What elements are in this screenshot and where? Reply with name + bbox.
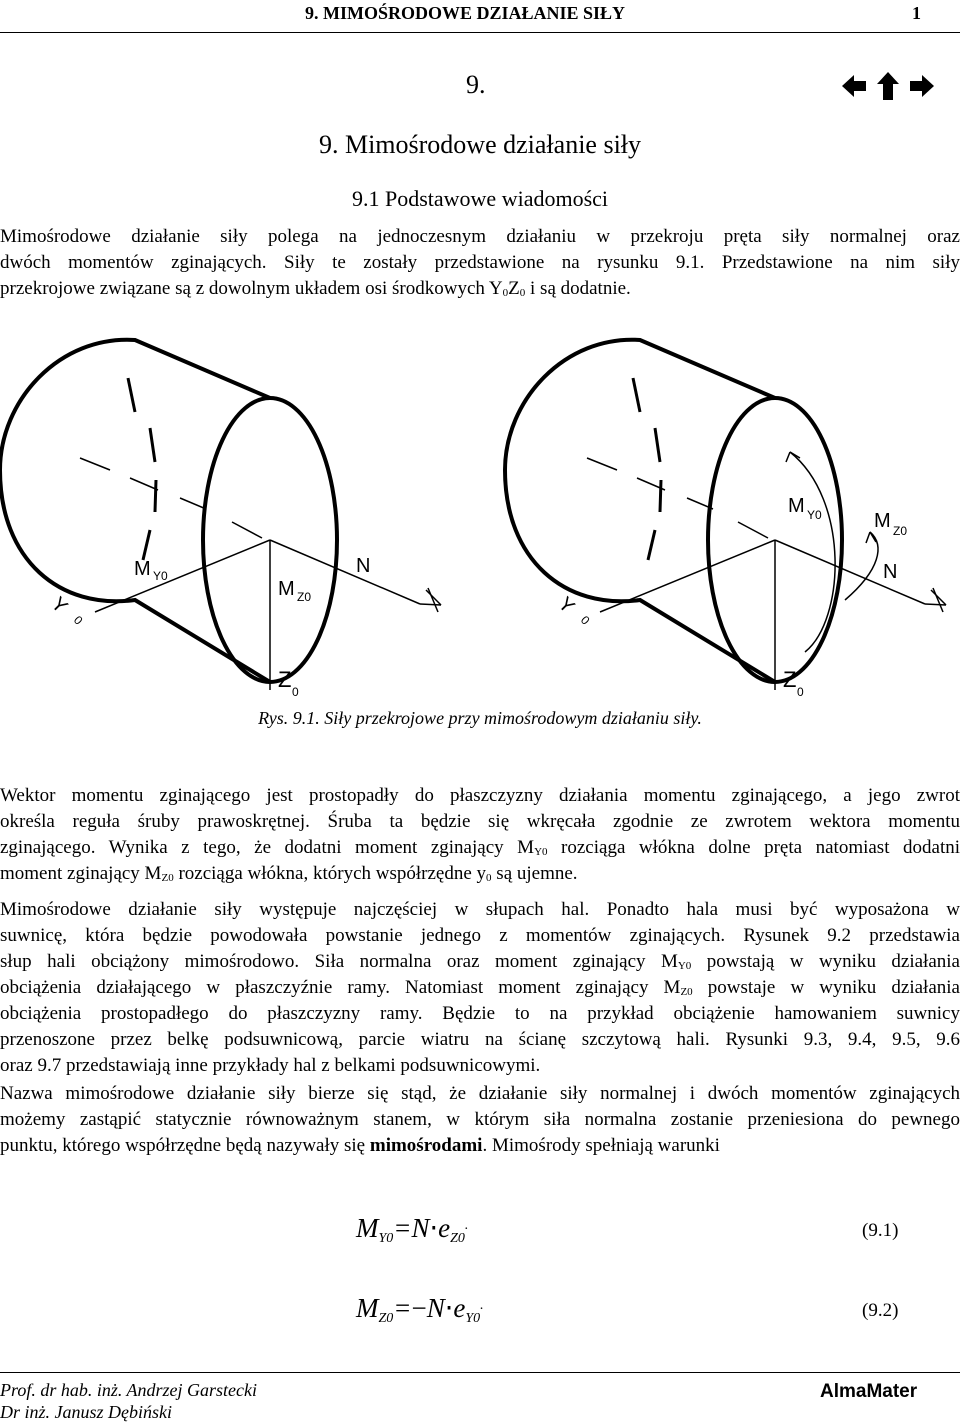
left-cylinder-silhouette [0, 340, 270, 682]
footer-brand: AlmaMater [820, 1381, 918, 1402]
text-line: dwóch momentów zginających. Siły te zostały przedstawione na rysunku 9.1. Przedstawione na nim siły [0, 252, 960, 273]
right-label-y-sub: 0 [577, 612, 593, 628]
figure-labels [47, 495, 908, 699]
left-label-mz-sub: Z0 [297, 590, 312, 604]
moment-arrows [786, 452, 878, 652]
left-label-n: N [356, 555, 371, 577]
arrow-right-icon[interactable] [906, 70, 938, 102]
left-cylinder-hidden-edge [128, 378, 156, 560]
left-label-z: Z [278, 667, 292, 692]
left-label-y: Y [46, 592, 72, 618]
footer-author-1: Prof. dr hab. inż. Andrzej Garstecki [0, 1380, 257, 1400]
text-line: przekrojowe związane są z dowolnym układem osi środkowych $Y_0Z_0$ i są dodatnie. [0, 278, 631, 299]
equation-number: (9.2) [862, 1300, 899, 1321]
section-title: 9.1 Podstawowe wiadomości [351, 186, 609, 211]
right-label-n: N [883, 561, 898, 583]
running-title: 9. MIMOŚRODOWE DZIAŁANIE SIŁY [305, 3, 626, 23]
arrow-up-icon[interactable] [872, 70, 904, 102]
text-line: słup hali obciążony mimośrodowo. Siła normalna oraz moment zginający $M_{Y0}$ powstają w wyniku działania [0, 951, 960, 972]
right-cylinder-silhouette [505, 340, 775, 682]
text-line: obciążenia działającego w płaszczyźnie ramy. Natomiast moment zginający $M_{Z0}$ powstaje w wyniku działania [0, 977, 960, 998]
left-y-axis [95, 540, 270, 612]
right-cylinder-hidden-edge [633, 378, 661, 560]
left-label-y-sub: 0 [70, 612, 86, 628]
paragraph-hall-columns [0, 897, 960, 1079]
paragraph-intro [0, 224, 960, 302]
text-line: punktu, którego współrzędne będą nazywały się mimośrodami. Mimośrody spełniają warunki [0, 1135, 720, 1156]
page-number: 1 [912, 3, 921, 23]
right-label-my-sub: Y0 [807, 508, 822, 522]
right-label-y: Y [553, 592, 579, 618]
figure-caption: Rys. 9.1. Siły przekrojowe przy mimośrodowym działaniu siły. [258, 708, 702, 728]
right-y-axis [600, 540, 775, 612]
right-label-mz: M [874, 510, 891, 532]
right-label-mz-sub: Z0 [893, 524, 908, 538]
right-x-axis [775, 540, 925, 604]
running-header [0, 0, 960, 30]
right-label-z-sub: 0 [797, 685, 804, 699]
text-line: przenoszone przez belkę podsuwnicową, parcie wiatru na ścianę szczytową hali. Rysunki 9.3, 9.4, 9.5, 9.6 [0, 1029, 960, 1050]
equation-number: (9.1) [862, 1220, 899, 1241]
left-label-z-sub: 0 [292, 685, 299, 699]
equation-9-2: $M_{Z0}=-N\cdot e_{Y0}^.$ [356, 1293, 484, 1326]
term-mimosrody: mimośrodami [369, 1135, 483, 1156]
right-label-my: M [788, 495, 805, 517]
figure-cylinders [0, 330, 960, 720]
footer-author-2: Dr inż. Janusz Dębiński [0, 1402, 172, 1422]
text-line: suwnicę, która będzie powodowała powstanie jednego z momentów zginających. Rysunek 9.2 przedstawia [0, 925, 960, 946]
left-label-mz: M [278, 578, 295, 600]
text-line: możemy zastąpić statycznie równoważnym stanem, w którym siła normalna zostanie przeniesiona do pewnego [0, 1109, 960, 1130]
right-label-z: Z [783, 667, 797, 692]
text-line: Mimośrodowe działanie siły występuje najczęściej w słupach hal. Ponadto hala musi być wyposażona w [0, 899, 960, 920]
left-cylinder [0, 340, 337, 682]
text-line: moment zginający $M_{Z0}$ rozciąga włókna, których współrzędne $y_0$ są ujemne. [0, 863, 578, 884]
left-label-my-sub: Y0 [153, 569, 168, 583]
text-line: oraz 9.7 przedstawiają inne przykłady hal z belkami podsuwnicowymi. [0, 1055, 541, 1076]
text-line: zginającego. Wynika z tego, że dodatni moment zginający $M_{Y0}$ rozciąga włókna dolne pręta natomiast dodatni [0, 837, 960, 858]
arrow-left-icon[interactable] [838, 70, 870, 102]
moment-arc-mz0 [845, 532, 878, 600]
header-rule [0, 32, 960, 33]
navigation-arrows [838, 70, 938, 102]
text-line: obciążenia prostopadłego do płaszczyzny ramy. Będzie to na przykład obciążenie hamowaniem suwnicy [0, 1003, 960, 1024]
paragraph-eccentricity [0, 1081, 960, 1159]
chapter-title: 9. Mimośrodowe działanie siły [318, 130, 642, 159]
left-label-my: M [134, 558, 151, 580]
text-line: Nazwa mimośrodowe działanie siły bierze się stąd, że działanie siły normalnej i dwóch momentów zginających [0, 1083, 960, 1104]
paragraph-moment-vector [0, 783, 960, 887]
text-line: Wektor momentu zginającego jest prostopadły do płaszczyzny działania momentu zginającego, a jego zwrot [0, 785, 960, 806]
text-line: określa reguła śruby prawoskrętnej. Śruba ta będzie się wkręcała zgodnie ze zwrotem wektora momentu [0, 811, 960, 832]
equation-9-1: $M_{Y0}=N\cdot e_{Z0}^.$ [356, 1213, 469, 1246]
chapter-number: 9. [466, 70, 486, 99]
footer-rule [0, 1372, 960, 1373]
text-line: Mimośrodowe działanie siły polega na jednoczesnym działaniu w przekroju pręta siły normalnej oraz [0, 226, 960, 247]
